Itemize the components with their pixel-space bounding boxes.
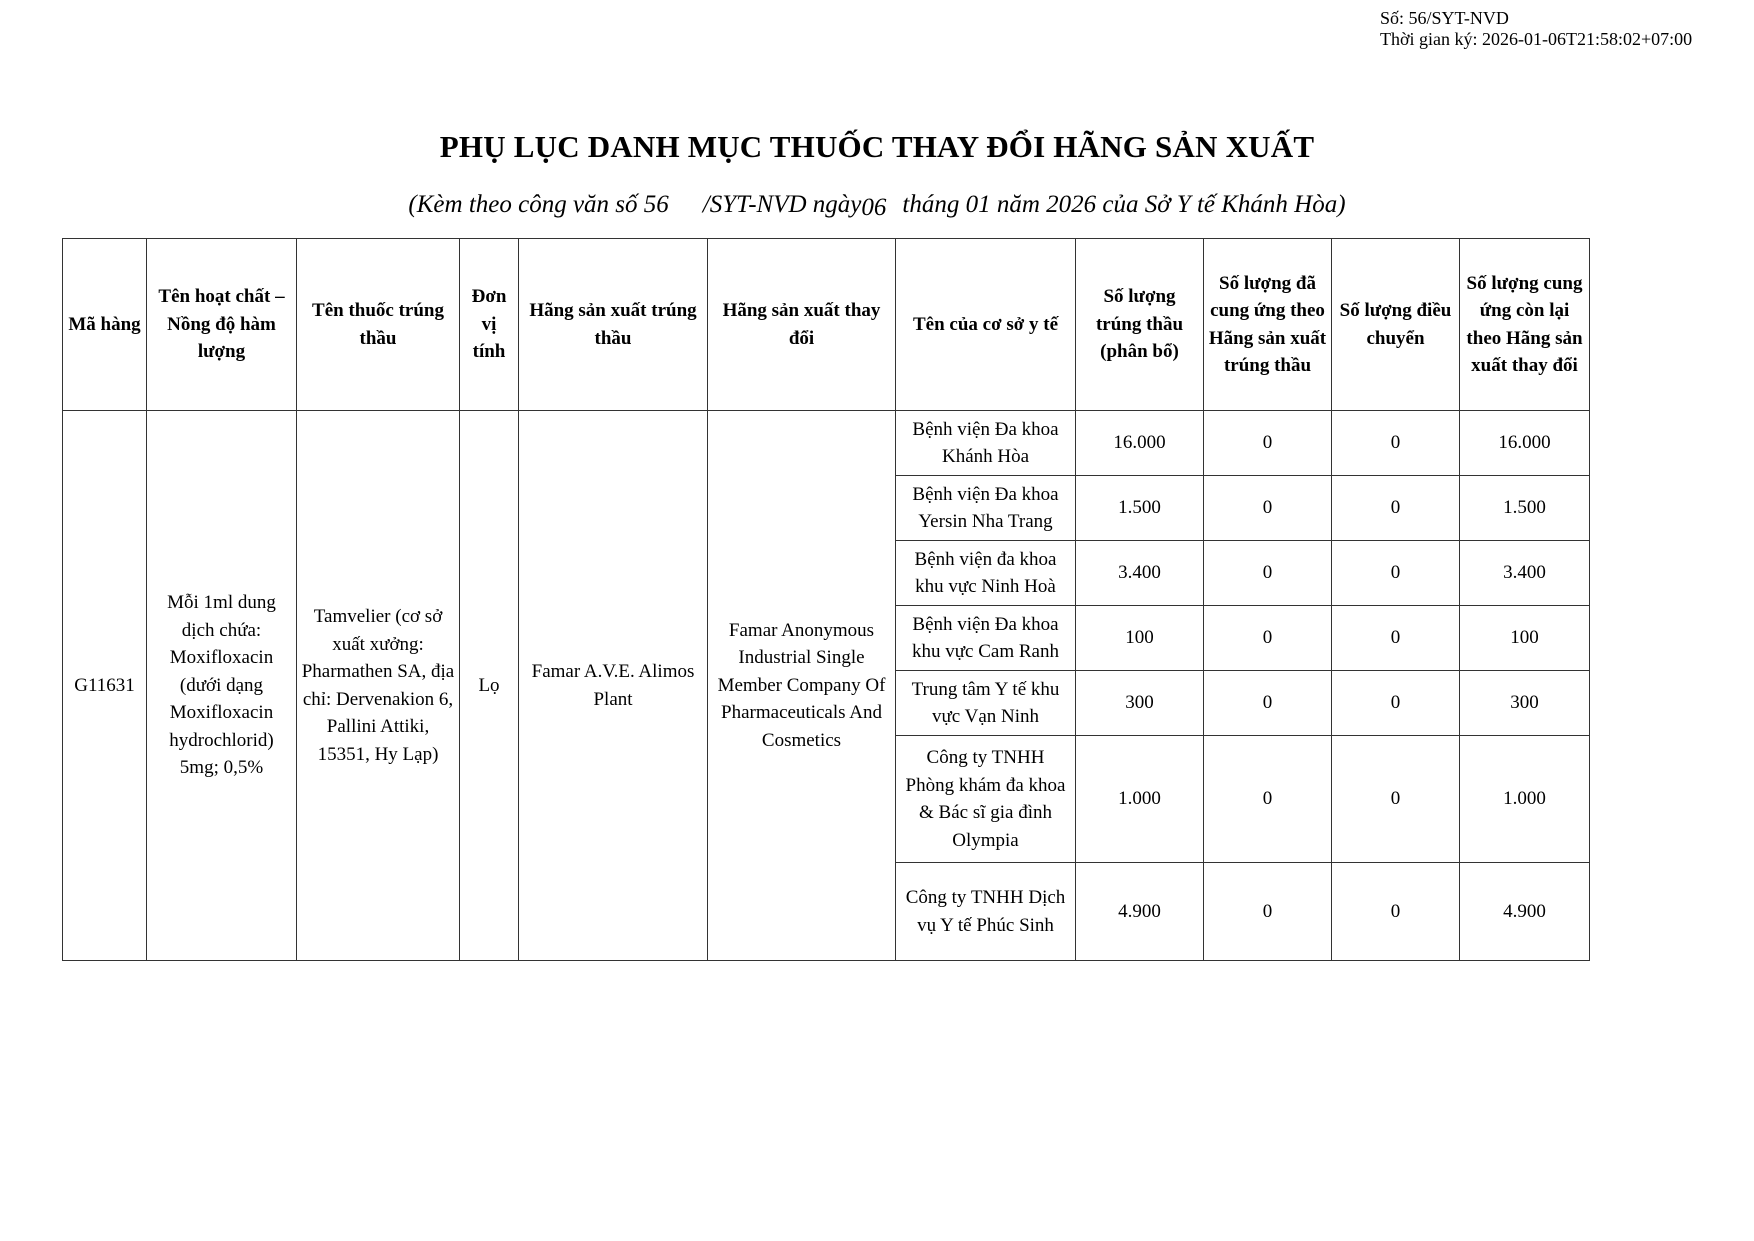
cell-hang-trung-thau: Famar A.V.E. Alimos Plant (519, 411, 708, 961)
cell-sl-con-lai: 1.500 (1460, 476, 1590, 541)
cell-hang-thay-doi: Famar Anonymous Industrial Single Member Company Of Pharmaceuticals And Cosmetics (708, 411, 896, 961)
cell-sl-con-lai: 16.000 (1460, 411, 1590, 476)
page-subtitle (0, 191, 1754, 219)
signing-time: Thời gian ký: 2026-01-06T21:58:02+07:00 (1380, 29, 1693, 49)
signature-block (1380, 8, 1692, 50)
page-title: PHỤ LỤC DANH MỤC THUỐC THAY ĐỔI HÃNG SẢN XUẤT (439, 129, 1315, 164)
cell-sl-da-cung-ung: 0 (1204, 671, 1332, 736)
cell-sl-da-cung-ung: 0 (1204, 476, 1332, 541)
cell-sl-con-lai: 4.900 (1460, 863, 1590, 961)
cell-don-vi: Lọ (460, 411, 519, 961)
cell-sl-da-cung-ung: 0 (1204, 736, 1332, 863)
cell-sl-trung-thau: 1.000 (1076, 736, 1204, 863)
cell-sl-con-lai: 1.000 (1460, 736, 1590, 863)
subtitle-part2: /SYT-NVD ngày (702, 191, 862, 218)
table-row (63, 411, 1590, 476)
cell-sl-dieu-chuyen: 0 (1332, 476, 1460, 541)
header-hang-thay-doi: Hãng sản xuất thay đổi (708, 239, 896, 411)
header-sl-con-lai: Số lượng cung ứng còn lại theo Hãng sản xuất thay đổi (1460, 239, 1590, 411)
cell-sl-con-lai: 300 (1460, 671, 1590, 736)
cell-co-so: Bệnh viện Đa khoa Khánh Hòa (896, 411, 1076, 476)
cell-sl-dieu-chuyen: 0 (1332, 606, 1460, 671)
header-sl-trung-thau: Số lượng trúng thầu (phân bổ) (1076, 239, 1204, 411)
header-don-vi: Đơn vị tính (460, 239, 519, 411)
subtitle-part1: (Kèm theo công văn số 56 (408, 191, 669, 218)
header-sl-dieu-chuyen: Số lượng điều chuyển (1332, 239, 1460, 411)
header-sl-da-cung-ung: Số lượng đã cung ứng theo Hãng sản xuất trúng thầu (1204, 239, 1332, 411)
cell-sl-trung-thau: 100 (1076, 606, 1204, 671)
subtitle-part3: tháng 01 năm 2026 của Sở Y tế Khánh Hòa) (902, 191, 1346, 218)
cell-co-so: Bệnh viện Đa khoa Yersin Nha Trang (896, 476, 1076, 541)
cell-sl-con-lai: 100 (1460, 606, 1590, 671)
subtitle-day: 06 (861, 194, 887, 221)
header-ma-hang: Mã hàng (63, 239, 147, 411)
cell-co-so: Công ty TNHH Dịch vụ Y tế Phúc Sinh (896, 863, 1076, 961)
cell-sl-trung-thau: 3.400 (1076, 541, 1204, 606)
header-hoat-chat: Tên hoạt chất – Nồng độ hàm lượng (147, 239, 297, 411)
cell-sl-trung-thau: 16.000 (1076, 411, 1204, 476)
drug-table (62, 238, 1590, 961)
header-row (63, 239, 1590, 411)
cell-co-so: Công ty TNHH Phòng khám đa khoa & Bác sĩ gia đình Olympia (896, 736, 1076, 863)
cell-sl-dieu-chuyen: 0 (1332, 671, 1460, 736)
cell-sl-da-cung-ung: 0 (1204, 411, 1332, 476)
cell-sl-con-lai: 3.400 (1460, 541, 1590, 606)
cell-sl-dieu-chuyen: 0 (1332, 863, 1460, 961)
cell-sl-trung-thau: 300 (1076, 671, 1204, 736)
cell-sl-dieu-chuyen: 0 (1332, 736, 1460, 863)
cell-sl-da-cung-ung: 0 (1204, 541, 1332, 606)
header-ten-thuoc: Tên thuốc trúng thầu (297, 239, 460, 411)
cell-sl-dieu-chuyen: 0 (1332, 541, 1460, 606)
cell-hoat-chat: Mỗi 1ml dung dịch chứa: Moxifloxacin (dưới dạng Moxifloxacin hydrochlorid) 5mg; 0,5% (147, 411, 297, 961)
cell-ma-hang: G11631 (63, 411, 147, 961)
cell-sl-trung-thau: 1.500 (1076, 476, 1204, 541)
header-co-so: Tên của cơ sở y tế (896, 239, 1076, 411)
cell-sl-trung-thau: 4.900 (1076, 863, 1204, 961)
cell-co-so: Bệnh viện Đa khoa khu vực Cam Ranh (896, 606, 1076, 671)
cell-sl-da-cung-ung: 0 (1204, 606, 1332, 671)
cell-sl-da-cung-ung: 0 (1204, 863, 1332, 961)
cell-co-so: Trung tâm Y tế khu vực Vạn Ninh (896, 671, 1076, 736)
cell-co-so: Bệnh viện đa khoa khu vực Ninh Hoà (896, 541, 1076, 606)
cell-sl-dieu-chuyen: 0 (1332, 411, 1460, 476)
cell-ten-thuoc: Tamvelier (cơ sở xuất xưởng: Pharmathen SA, địa chỉ: Dervenakion 6, Pallini Attiki, 15351, Hy Lạp) (297, 411, 460, 961)
document-number: Số: 56/SYT-NVD (1380, 8, 1509, 28)
header-hang-trung-thau: Hãng sản xuất trúng thầu (519, 239, 708, 411)
